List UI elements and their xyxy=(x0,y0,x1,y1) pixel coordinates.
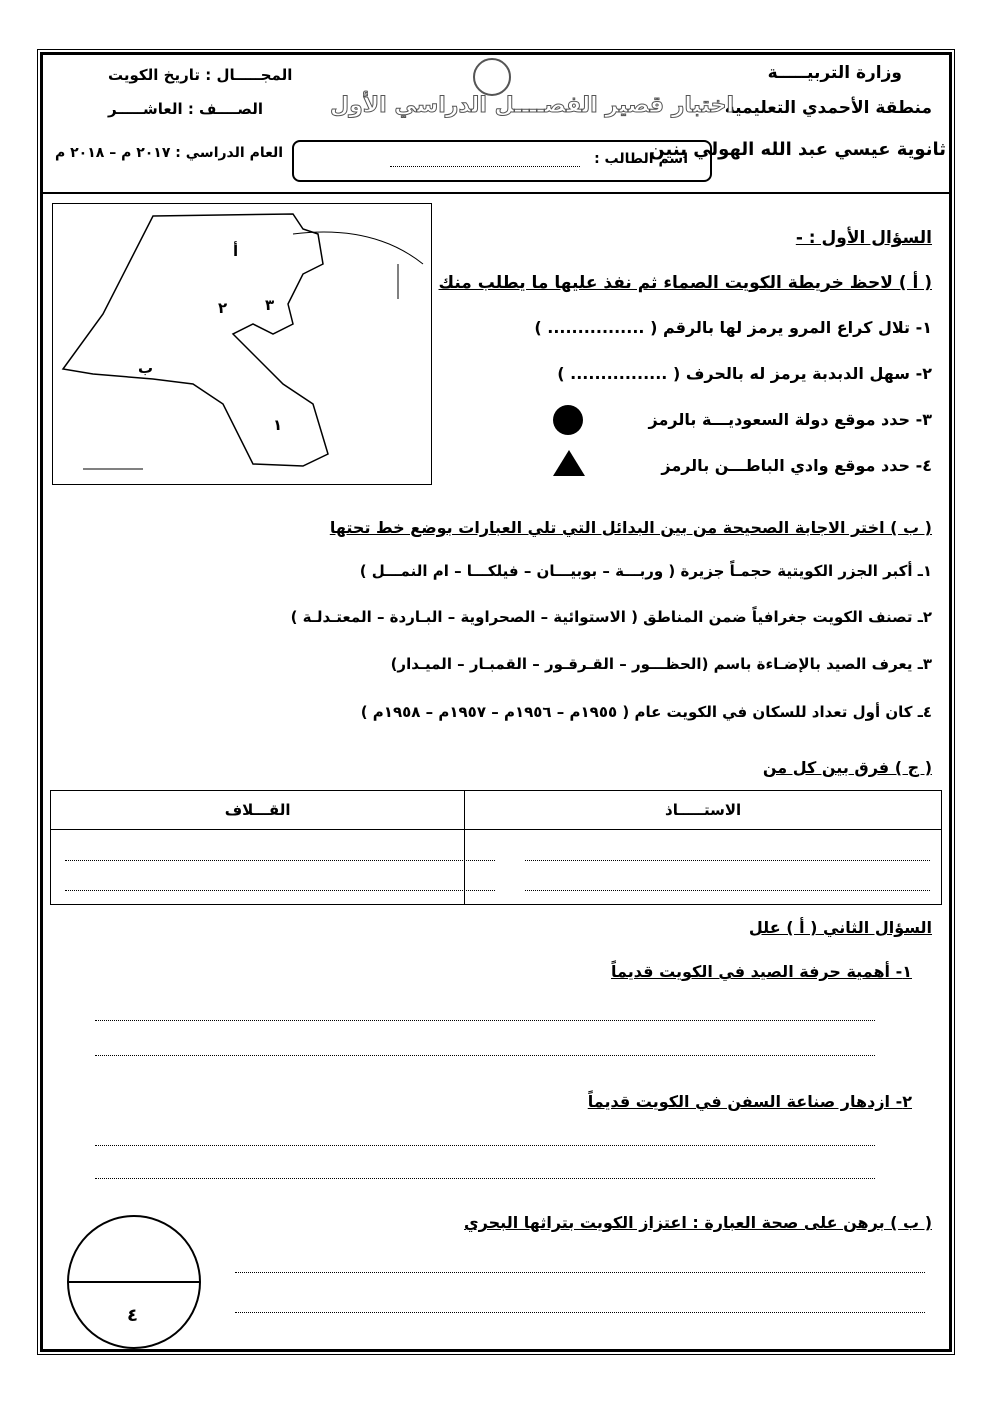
q1b-item: ٣ـ يعرف الصيد بالإضـاءة باسم (الحظـــور – القـرقـور – القمبـار – الميـدار) xyxy=(390,655,932,673)
q1b-item: ٤ـ كان أول تعداد للسكان في الكويت عام ( ١٩٥٥م – ١٩٥٦م – ١٩٥٧م – ١٩٥٨م ) xyxy=(360,703,932,721)
answer-line[interactable] xyxy=(65,860,495,861)
header-divider xyxy=(40,192,952,194)
map-label: ب xyxy=(138,359,154,377)
map-label: ٢ xyxy=(218,299,228,317)
subject-label: المجـــــال xyxy=(216,66,293,84)
student-name-field[interactable] xyxy=(390,166,580,167)
map-outline xyxy=(53,204,431,484)
answer-line[interactable] xyxy=(235,1312,925,1313)
triangle-symbol-icon xyxy=(553,450,585,476)
answer-line[interactable] xyxy=(95,1145,875,1146)
ministry: وزارة التربيـــــة xyxy=(767,63,902,83)
circle-symbol-icon xyxy=(553,405,583,435)
answer-line[interactable] xyxy=(235,1272,925,1273)
answer-cell[interactable] xyxy=(465,830,942,905)
q2-item: ١- أهمية حرفة الصيد في الكويت قديماً xyxy=(611,962,912,981)
grade-label: الصــــف xyxy=(199,100,263,118)
q1b-title: ( ب ) اختر الاجابة الصحيحة من بين البدائل التي تلي العبارات بوضع خط تحتها xyxy=(329,518,932,537)
score-circle xyxy=(67,1215,201,1349)
q2-item: ٢- ازدهار صناعة السفن في الكويت قديماً xyxy=(587,1092,912,1111)
emblem-icon xyxy=(473,58,511,96)
answer-line[interactable] xyxy=(95,1178,875,1179)
answer-line[interactable] xyxy=(65,890,495,891)
student-name-box[interactable] xyxy=(292,140,712,182)
subject: المجـــــال : تاريخ الكويت xyxy=(108,66,293,84)
grade-value: العاشـــــر xyxy=(108,100,183,118)
map-label: أ xyxy=(233,242,239,260)
compare-table xyxy=(50,790,942,905)
q1b-item: ١ـ أكبر الجزر الكويتية حجمـاً جزيرة ( وربـــة – بوبيـــان – فيلكـــا – ام النمـــل ) xyxy=(359,562,932,580)
q2b-title: ( ب ) برهن على صحة العبارة : اعتزاز الكويت بتراثها البحري xyxy=(464,1213,932,1232)
exam-title: اختبار قصير الفصــــل الدراسي الأول xyxy=(330,93,734,118)
kuwait-map xyxy=(52,203,432,485)
answer-line[interactable] xyxy=(525,890,930,891)
q1-title: السؤال الأول : - xyxy=(795,228,932,248)
col-header: القـــلاف xyxy=(51,791,465,830)
q1a-item: ٤- حدد موقع وادي الباطـــن بالرمز xyxy=(661,456,932,475)
q1a-item: ١- تلال كراع المرو يرمز لها بالرقم ( ................ ) xyxy=(534,318,932,337)
map-label: ١ xyxy=(273,416,283,434)
school: ثانوية عيسي عبد الله الهولي بنين xyxy=(649,139,946,160)
grade: الصــــف : العاشـــــر xyxy=(108,100,263,118)
answer-line[interactable] xyxy=(95,1055,875,1056)
region: منطقة الأحمدي التعليمية xyxy=(724,98,932,118)
student-name-label: اسم الطالب : xyxy=(594,151,688,167)
answer-cell[interactable] xyxy=(51,830,465,905)
map-label: ٣ xyxy=(265,296,275,314)
col-header: الاستـــــاذ xyxy=(465,791,942,830)
year-label: العام الدراسي xyxy=(185,145,284,161)
score-divider xyxy=(69,1281,199,1283)
q2-title: السؤال الثاني ( أ ) علل xyxy=(748,918,932,937)
year-value: ٢٠١٧ م – ٢٠١٨ م xyxy=(55,145,171,161)
year: العام الدراسي : ٢٠١٧ م – ٢٠١٨ م xyxy=(55,145,284,161)
q1c-title: ( ج ) فرق بين كل من xyxy=(762,758,932,777)
answer-line[interactable] xyxy=(95,1020,875,1021)
score-total: ٤ xyxy=(127,1305,138,1326)
q1a-item: ٢- سهل الدبدبة يرمز له بالحرف ( ................ ) xyxy=(557,364,932,383)
q1a-title: ( أ ) لاحظ خريطة الكويت الصماء ثم نفذ عليها ما يطلب منك xyxy=(438,273,932,293)
q1b-item: ٢ـ تصنف الكويت جغرافياً ضمن المناطق ( الاستوائية – الصحراوية – البـاردة – المعتـدلـة ) xyxy=(290,608,932,626)
q1a-item: ٣- حدد موقع دولة السعوديـــة بالرمز xyxy=(648,410,932,429)
answer-line[interactable] xyxy=(525,860,930,861)
subject-value: تاريخ الكويت xyxy=(108,66,200,84)
